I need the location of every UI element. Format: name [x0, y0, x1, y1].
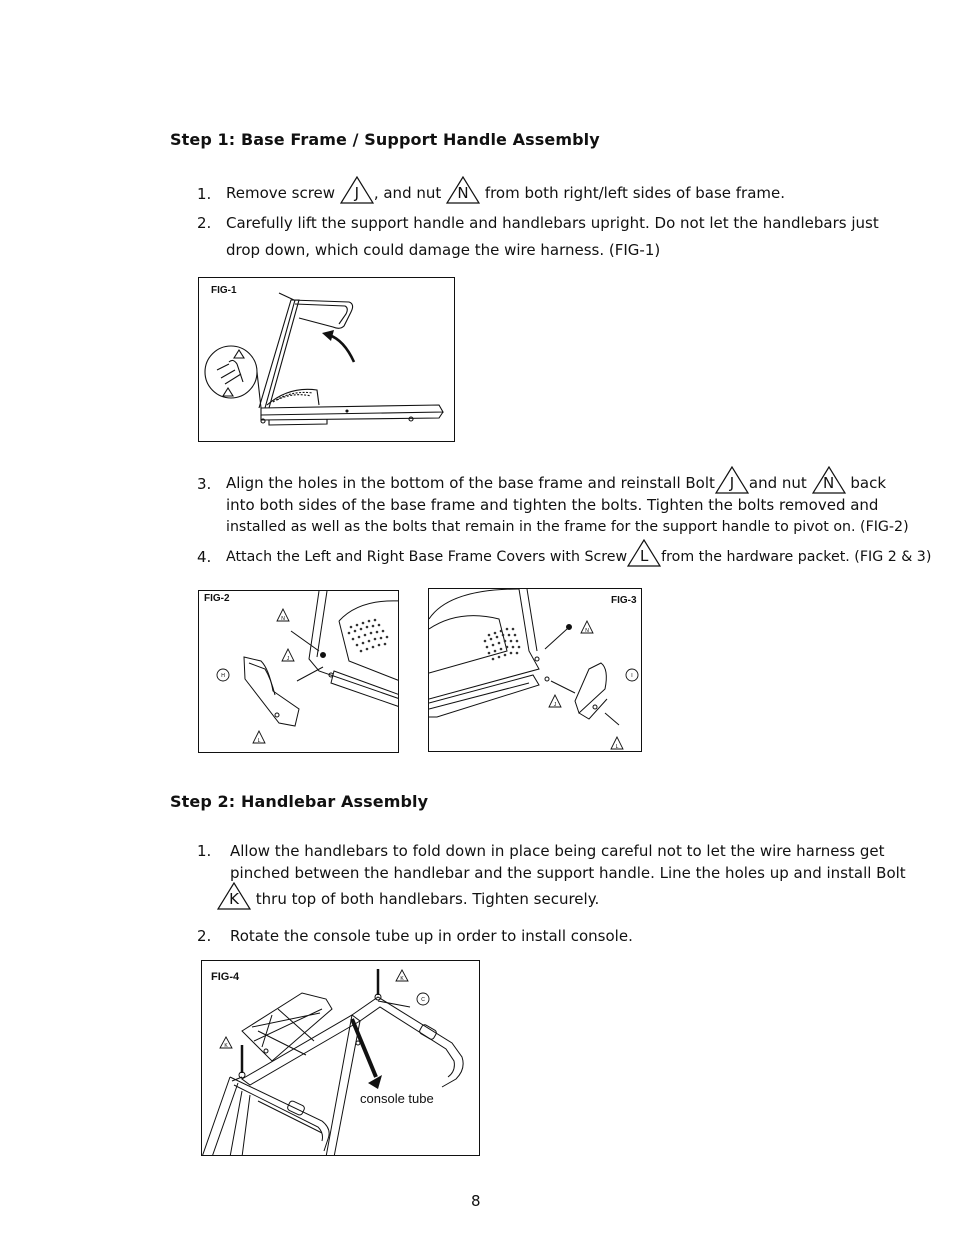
part-j-icon	[340, 176, 374, 204]
figure-2	[198, 590, 399, 753]
step1-item1-text-a: Remove screw	[226, 184, 336, 202]
callout-l: L	[615, 744, 619, 750]
step1-item2-line1: Carefully lift the support handle and handlebars upright. Do not let the handlebars just	[226, 214, 879, 232]
step2-item1-line1: Allow the handlebars to fold down in place being careful not to let the wire harness get	[230, 842, 885, 860]
page-number: 8	[471, 1192, 481, 1210]
step1-item3-number: 3.	[197, 475, 212, 493]
step1-item1-text-c: from both right/left sides of base frame.	[484, 184, 786, 202]
callout-j: J	[286, 656, 290, 662]
callout-k-left: K	[224, 1043, 228, 1049]
part-n-icon	[446, 176, 480, 204]
figure-1	[198, 277, 455, 442]
right-frame-cover-illustration	[429, 589, 642, 752]
step2-item2-number: 2.	[197, 927, 212, 945]
step2-item1-number: 1.	[197, 842, 212, 860]
callout-h: H	[221, 673, 225, 679]
step2-heading: Step 2: Handlebar Assembly	[170, 792, 429, 811]
figure-2-label: FIG-2	[204, 593, 230, 604]
figure-3	[428, 588, 642, 752]
step1-item4-number: 4.	[197, 548, 212, 566]
step1-item3-line1	[226, 466, 886, 494]
step1-item3-line2: into both sides of the base frame and tighten the bolts. Tighten the bolts removed and	[226, 496, 879, 514]
part-j-label: J	[354, 184, 360, 202]
figure-4	[201, 960, 480, 1156]
figure-1-label: FIG-1	[211, 285, 237, 296]
step2-item1-line2: pinched between the handlebar and the support handle. Line the holes up and install Bolt	[230, 864, 906, 882]
step1-item3-text-a: Align the holes in the bottom of the base frame and reinstall Bolt	[226, 474, 715, 492]
step2-item2-text: Rotate the console tube up in order to install console.	[230, 927, 633, 945]
left-frame-cover-illustration	[199, 591, 399, 753]
callout-l: L	[257, 738, 261, 744]
callout-i: I	[631, 673, 633, 679]
handlebar-assembly-illustration	[202, 961, 480, 1156]
step1-item4-text-a: Attach the Left and Right Base Frame Covers with Screw	[226, 549, 628, 565]
bolt-k-label: K	[229, 890, 239, 908]
step1-item1-number: 1.	[197, 185, 212, 203]
screw-l-icon	[627, 539, 661, 567]
step1-item4-text-b: from the hardware packet. (FIG 2 & 3)	[661, 549, 932, 565]
step1-item3-line3: installed as well as the bolts that remain in the frame for the support handle to pivot on. (FIG-2)	[226, 519, 909, 535]
screw-l-label: L	[639, 547, 649, 565]
callout-c: C	[421, 997, 425, 1003]
bolt-k-icon	[217, 882, 251, 910]
figure-3-label: FIG-3	[611, 595, 637, 606]
step1-heading: Step 1: Base Frame / Support Handle Assembly	[170, 130, 600, 149]
step1-item2-line2: drop down, which could damage the wire harness. (FIG-1)	[226, 241, 661, 259]
nut-n-icon	[812, 466, 846, 494]
callout-j: J	[553, 702, 557, 708]
callout-n: N	[585, 628, 589, 634]
nut-n-label: N	[822, 474, 835, 492]
step1-item2-number: 2.	[197, 214, 212, 232]
callout-n: N	[281, 616, 285, 622]
bolt-j-label: J	[729, 474, 735, 492]
step1-item3-text-c: back	[850, 474, 887, 492]
bolt-j-icon	[715, 466, 749, 494]
step2-item1-line3	[217, 882, 599, 910]
step1-item3-text-b: and nut	[748, 474, 807, 492]
treadmill-side-view-illustration	[199, 278, 455, 442]
step1-item4	[226, 539, 931, 567]
step1-item1-text-b: , and nut	[373, 184, 442, 202]
step1-item1	[226, 176, 785, 204]
figure-4-label: FIG-4	[211, 971, 240, 983]
console-tube-label: console tube	[360, 1091, 434, 1106]
step2-item1-text-c: thru top of both handlebars. Tighten securely.	[255, 890, 600, 908]
part-n-label: N	[457, 184, 469, 202]
callout-k-top: K	[400, 976, 404, 982]
